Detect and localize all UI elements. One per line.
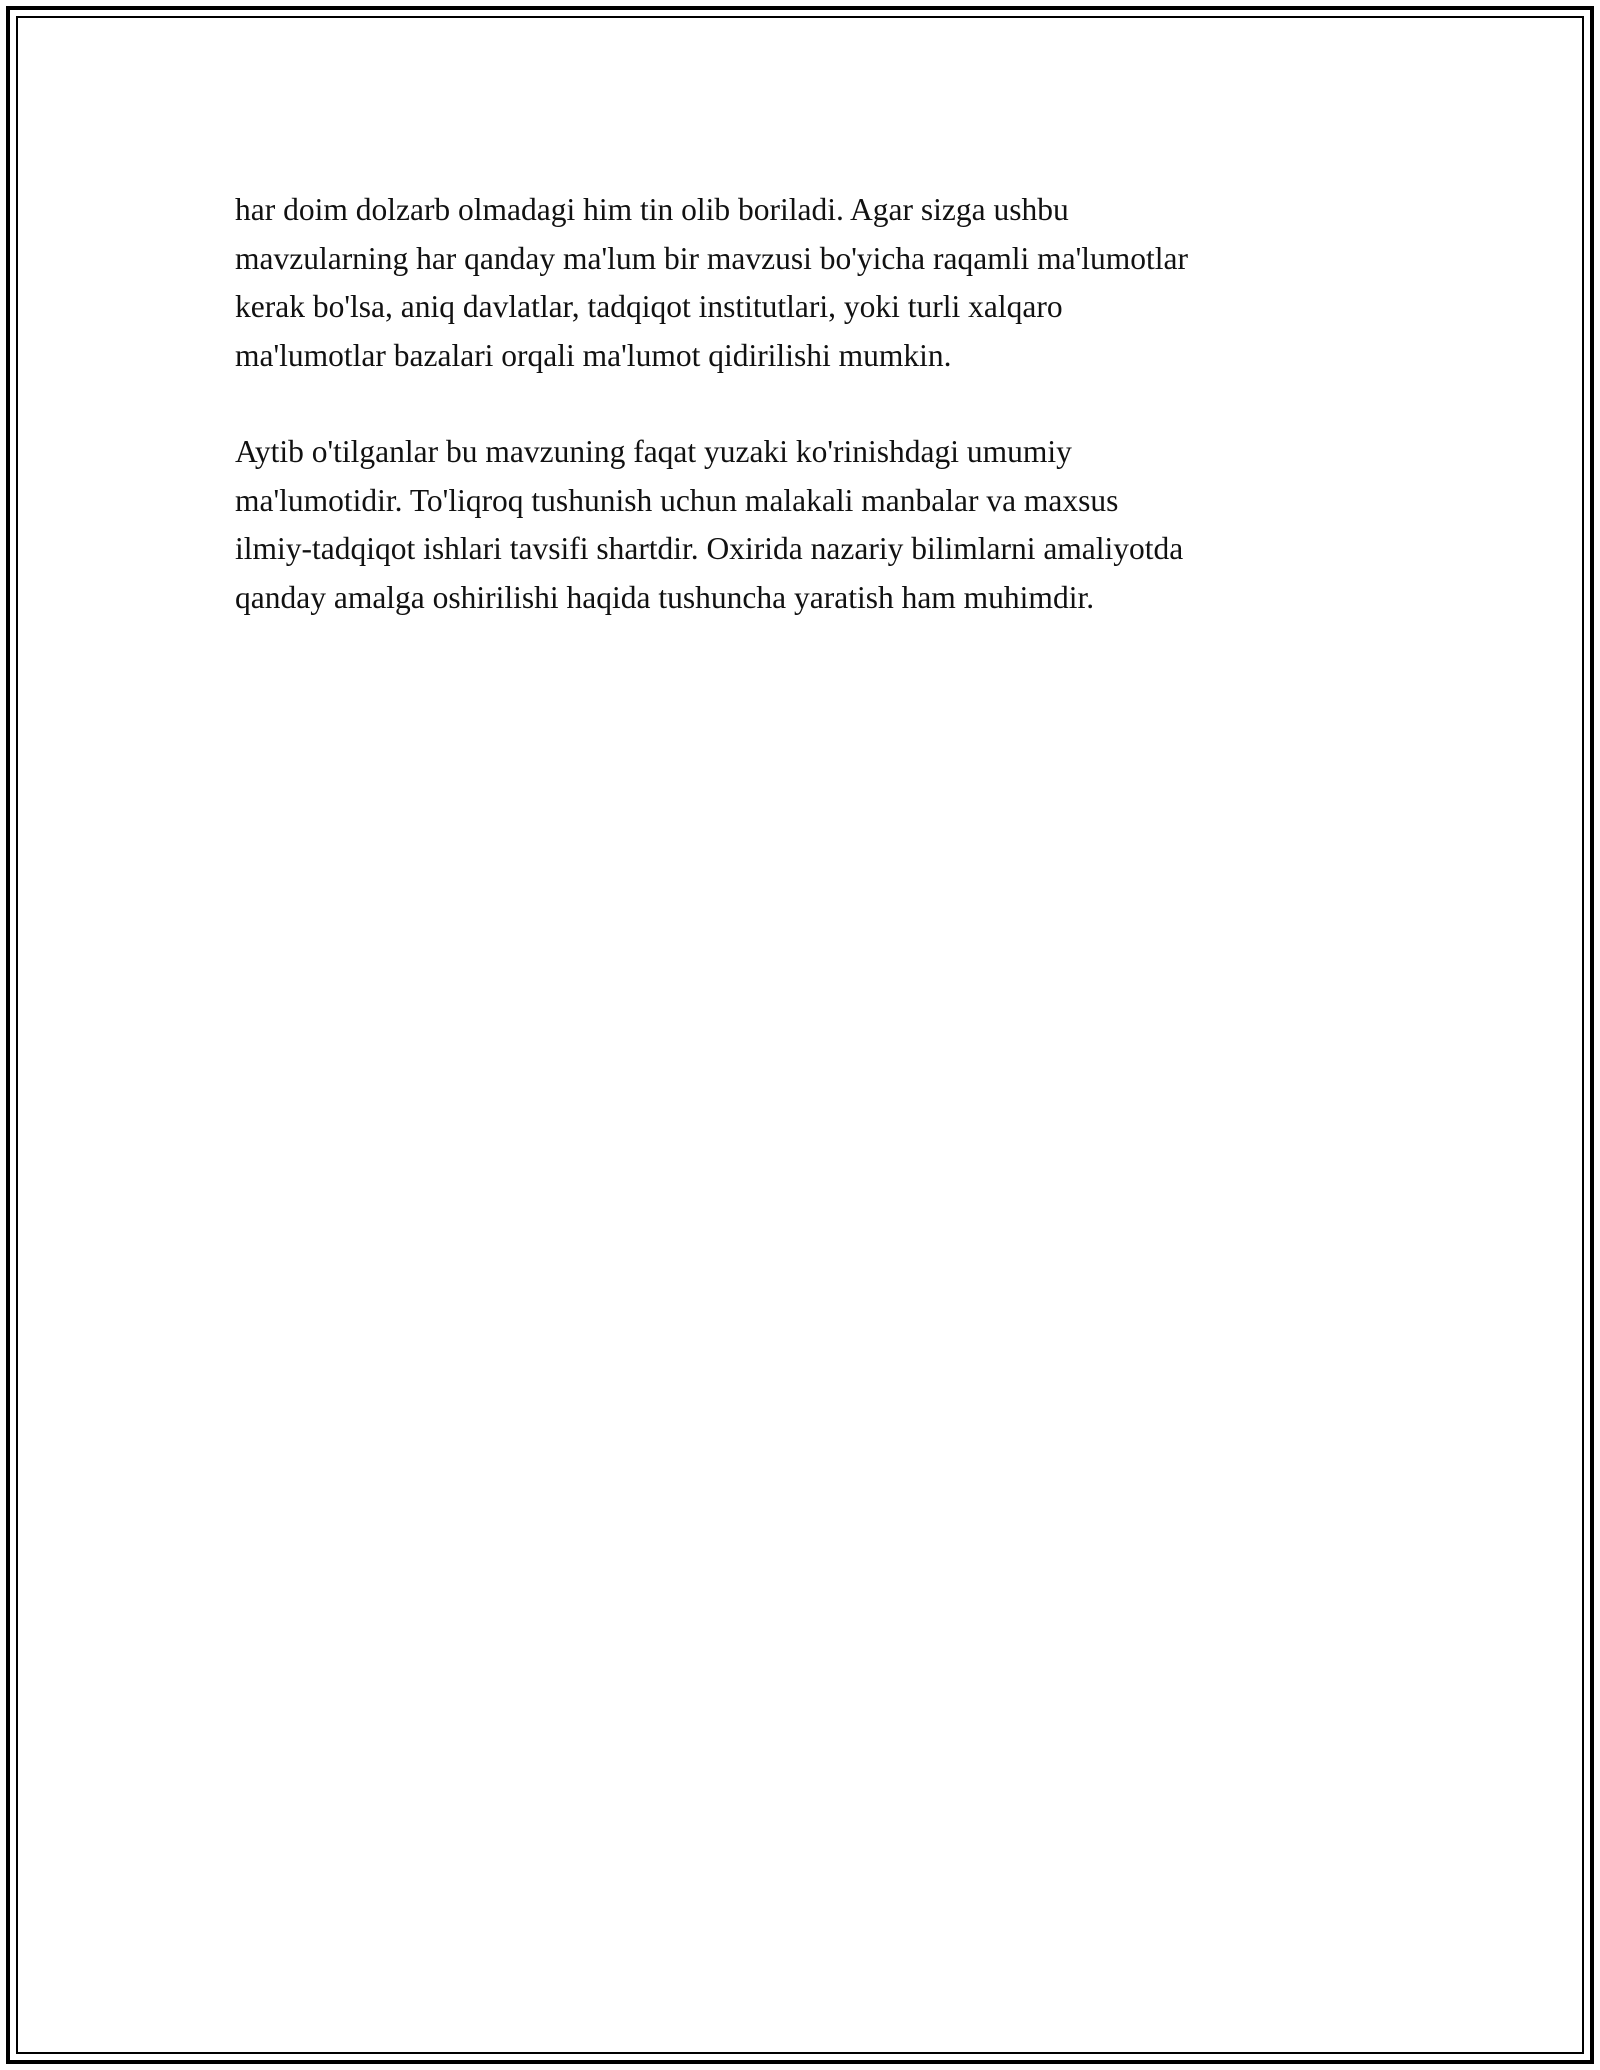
document-body <box>235 186 1365 670</box>
text-line: ilmiy-tadqiqot ishlari tavsifi shartdir. Oxirida nazariy bilimlarni amaliyotda <box>235 531 1184 566</box>
text-line: ma'lumotlar bazalari orqali ma'lumot qidirilishi mumkin. <box>235 337 952 373</box>
text-line: mavzularning har qanday ma'lum bir mavzusi bo'yicha raqamli ma'lumotlar <box>235 240 1188 276</box>
paragraph-1 <box>235 186 1365 380</box>
text-line: har doim dolzarb olmadagi him tin olib boriladi. Agar sizga ushbu <box>235 192 1069 227</box>
text-line: Aytib o'tilganlar bu mavzuning faqat yuzaki ko'rinishdagi umumiy <box>235 434 1072 469</box>
text-line: qanday amalga oshirilishi haqida tushuncha yaratish ham muhimdir. <box>235 579 1095 615</box>
text-line: kerak bo'lsa, aniq davlatlar, tadqiqot institutlari, yoki turli xalqaro <box>235 289 1063 324</box>
text-line: ma'lumotidir. To'liqroq tushunish uchun malakali manbalar va maxsus <box>235 482 1119 518</box>
paragraph-2 <box>235 428 1365 622</box>
